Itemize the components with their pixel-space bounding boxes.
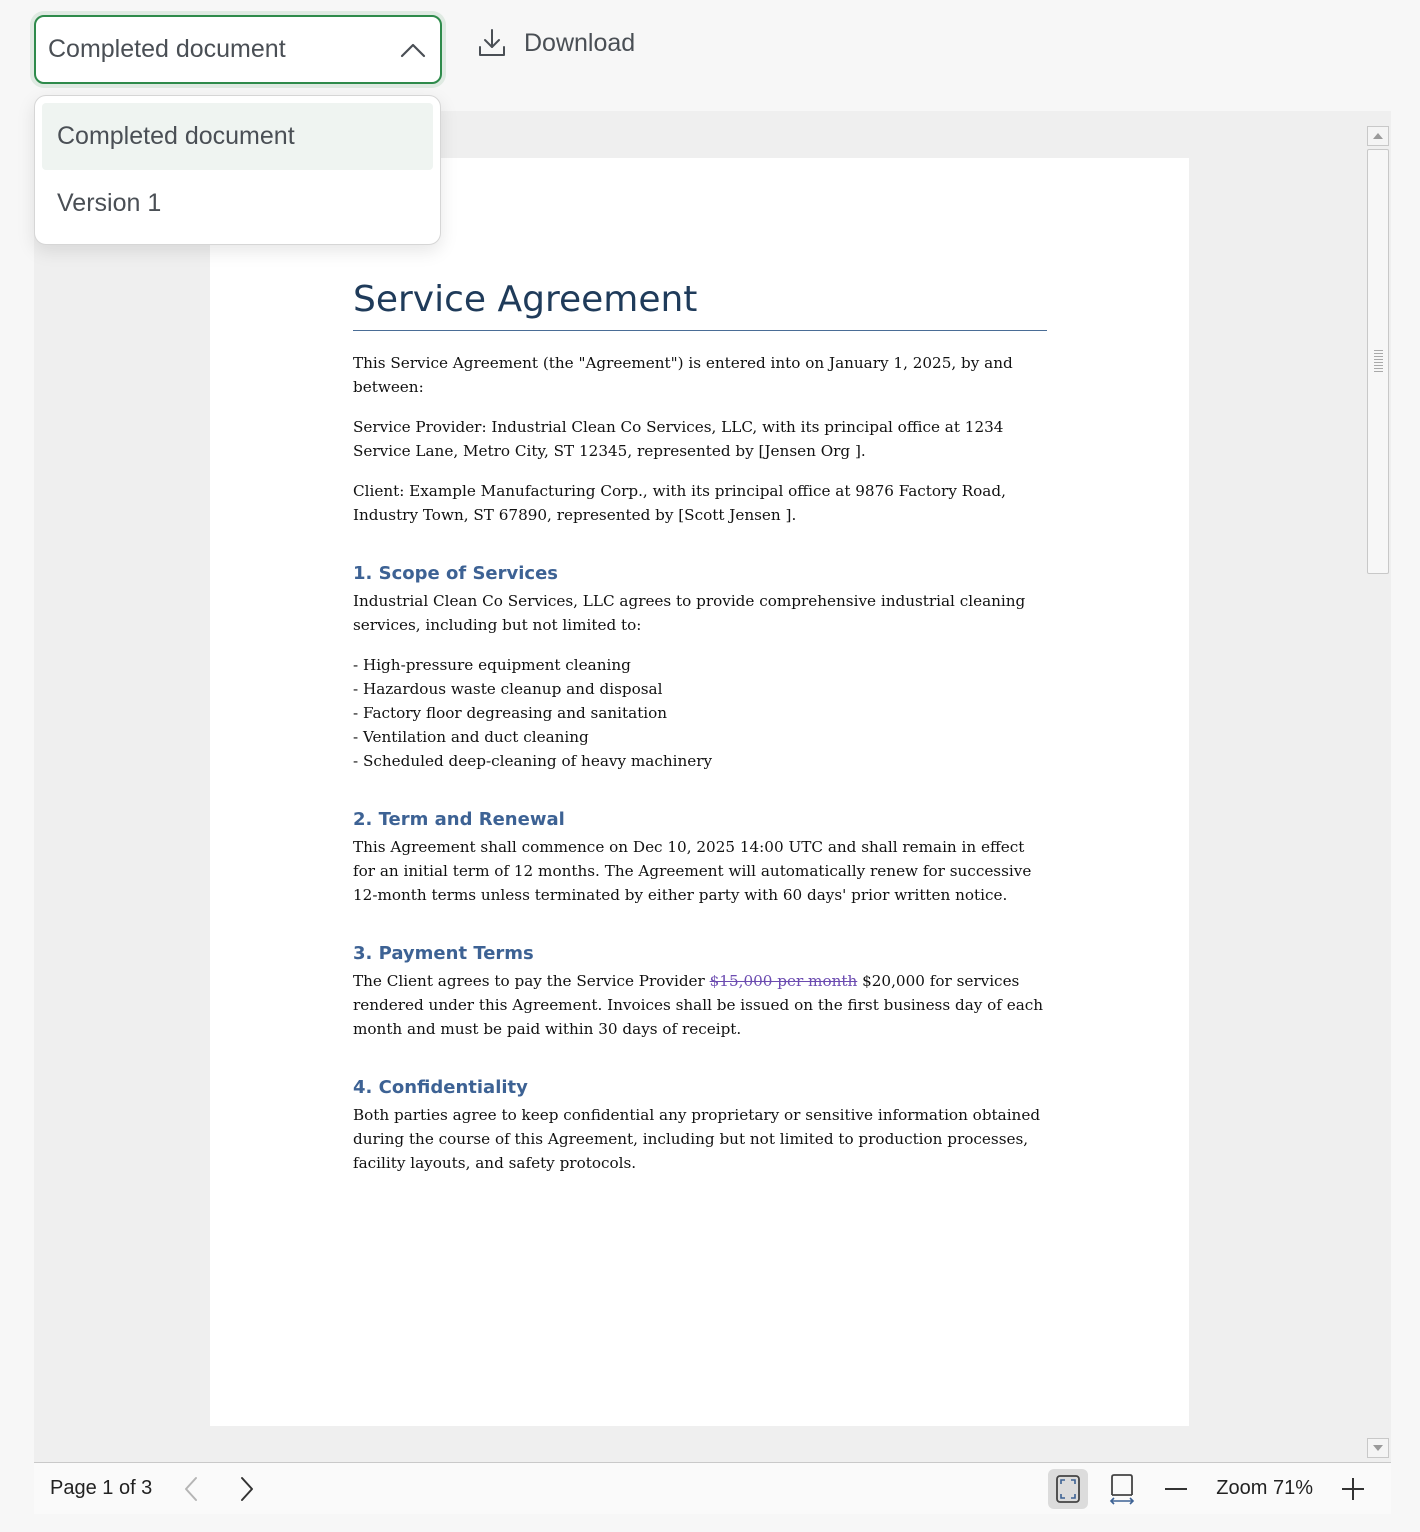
download-label: Download: [524, 28, 636, 57]
document-page: [210, 158, 1189, 1426]
download-button[interactable]: [476, 22, 635, 64]
section-body-payment: [353, 969, 1047, 1041]
zoom-in-button[interactable]: [1333, 1469, 1373, 1509]
document-content: [353, 276, 1047, 1191]
chevron-right-icon: [237, 1476, 257, 1502]
client-paragraph: Client: Example Manufacturing Corp., with its principal office at 9876 Factory Road, Industry Town, ST 67890, represented by [Scott Jensen ].: [353, 482, 1006, 524]
list-item: - High-pressure equipment cleaning: [353, 656, 631, 674]
grip-icon: [1374, 350, 1383, 372]
payment-text-before: The Client agrees to pay the Service Provider: [353, 972, 710, 990]
scope-list: [353, 653, 1047, 773]
vertical-scrollbar[interactable]: [1365, 111, 1391, 1462]
list-item: - Hazardous waste cleanup and disposal: [353, 680, 663, 698]
fit-width-button[interactable]: [1102, 1469, 1142, 1509]
minus-icon: [1163, 1476, 1189, 1502]
section-heading-term: 2. Term and Renewal: [353, 809, 565, 830]
plus-icon: [1340, 1476, 1366, 1502]
section-heading-scope: 1. Scope of Services: [353, 563, 558, 584]
provider-paragraph: Service Provider: Industrial Clean Co Services, LLC, with its principal office at 1234 Service Lane, Metro City, ST 12345, represented by [Jensen Org ].: [353, 418, 1004, 460]
intro-paragraph: This Service Agreement (the "Agreement") is entered into on January 1, 2025, by and between:: [353, 354, 1013, 396]
section-heading-payment: 3. Payment Terms: [353, 943, 534, 964]
version-select-value: Completed document: [48, 35, 286, 63]
list-item: - Ventilation and duct cleaning: [353, 728, 589, 746]
fit-width-icon: [1108, 1473, 1136, 1505]
chevron-left-icon: [181, 1476, 201, 1502]
download-icon: [476, 27, 508, 59]
viewer-toolbar: [34, 1462, 1391, 1514]
version-dropdown: [34, 95, 441, 245]
fit-page-button[interactable]: [1048, 1469, 1088, 1509]
scrollbar-thumb[interactable]: [1367, 149, 1389, 574]
next-page-button[interactable]: [230, 1472, 264, 1506]
zoom-level: Zoom 71%: [1216, 1477, 1313, 1499]
section-heading-confidentiality: 4. Confidentiality: [353, 1077, 528, 1098]
page-indicator: Page 1 of 3: [50, 1477, 153, 1499]
chevron-up-icon: [398, 35, 428, 65]
zoom-tools: [1048, 1463, 1391, 1514]
section-body-term: This Agreement shall commence on Dec 10, 2025 14:00 UTC and shall remain in effect for an initial term of 12 months. The Agreement will automatically renew for successive 12-month terms unless terminated by either party with 60 days' prior written notice.: [353, 838, 1032, 904]
struck-text: $15,000 per month: [709, 972, 858, 990]
dropdown-option-completed[interactable]: Completed document: [42, 103, 433, 170]
triangle-down-icon: [1372, 1444, 1384, 1452]
document-title: Service Agreement: [353, 276, 1047, 331]
dropdown-option-version-1[interactable]: Version 1: [57, 189, 162, 217]
list-item: - Factory floor degreasing and sanitation: [353, 704, 668, 722]
document-viewer[interactable]: [34, 111, 1391, 1462]
section-body-scope: Industrial Clean Co Services, LLC agrees to provide comprehensive industrial cleaning services, including but not limited to:: [353, 592, 1026, 634]
scroll-down-button[interactable]: [1367, 1438, 1389, 1458]
zoom-out-button[interactable]: [1156, 1469, 1196, 1509]
version-select[interactable]: [34, 15, 442, 84]
previous-page-button[interactable]: [174, 1472, 208, 1506]
scroll-up-button[interactable]: [1367, 126, 1389, 146]
payment-text-after: $20,000 for services rendered under this Agreement. Invoices shall be issued on the first business day of each month and must be paid within 30 days of receipt.: [353, 972, 1044, 1038]
list-item: - Scheduled deep-cleaning of heavy machinery: [353, 752, 713, 770]
section-body-confidentiality: Both parties agree to keep confidential any proprietary or sensitive information obtained during the course of this Agreement, including but not limited to production processes, facility layouts, and safety protocols.: [353, 1106, 1041, 1172]
triangle-up-icon: [1372, 132, 1384, 140]
fit-page-icon: [1055, 1474, 1081, 1504]
